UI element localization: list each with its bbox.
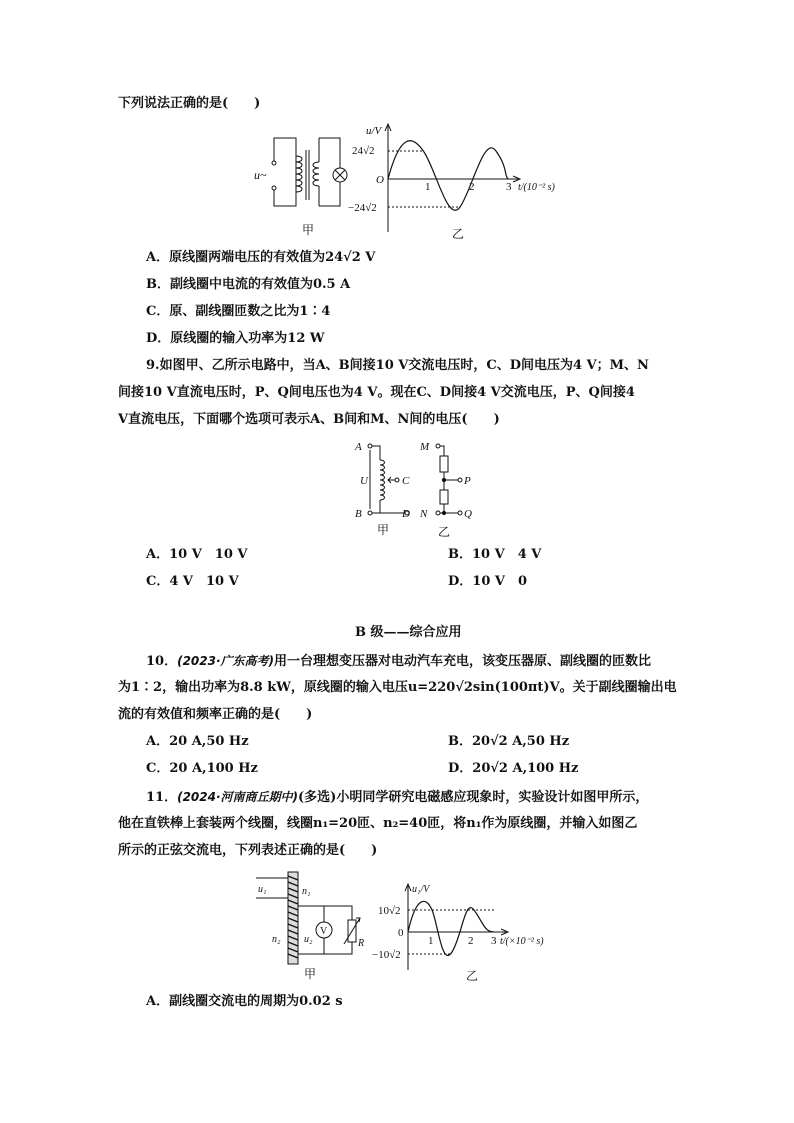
q8-tick-3: 3 xyxy=(506,181,512,193)
q9-option-a: A．10 V 10 V xyxy=(146,547,248,562)
q8-u-label: u~ xyxy=(254,168,267,182)
q9-label-m: M xyxy=(420,441,430,453)
q11-yi-caption: 乙 xyxy=(466,969,479,983)
q11-line-2: 他在直铁棒上套装两个线圈，线圈n₁=20匝、n₂=40匝，将n₁作为原线圈，并输入如图乙 xyxy=(118,816,638,831)
q11-option-a: A．副线圈交流电的周期为0.02 s xyxy=(146,994,343,1009)
q10-option-d: D．20√2 A,100 Hz xyxy=(448,761,579,776)
q9-figure xyxy=(350,436,490,540)
q11-origin: 0 xyxy=(398,927,404,939)
q10-line-2: 为1∶2，输出功率为8.8 kW，原线圈的输入电压u=220√2sin(100πt)V。关于副线圈输出电 xyxy=(118,680,677,695)
q9-option-c: C．4 V 10 V xyxy=(146,574,239,589)
q11-label-n1: n₁ xyxy=(302,886,311,897)
q9-label-p: P xyxy=(464,475,471,487)
q8-jia-caption: 甲 xyxy=(302,223,315,237)
q11-label-u1: u₁ xyxy=(258,884,267,895)
q11-y-axis: u₁/V xyxy=(412,884,430,895)
q9-option-d: D．10 V 0 xyxy=(448,574,528,589)
q11-tick-3: 3 xyxy=(491,935,497,947)
q10-line-1 xyxy=(146,652,651,671)
q9-option-b: B．10 V 4 V xyxy=(448,547,542,562)
q9-line-1: 9.如图甲、乙所示电路中，当A、B间接10 V交流电压时，C、D间电压为4 V；M、N xyxy=(146,358,649,373)
q11-voltmeter-label: V xyxy=(320,926,328,937)
q11-label-u2: u₂ xyxy=(304,934,313,945)
q11-source: (2024·河南商丘期中) xyxy=(177,790,299,804)
q11-label-r: R xyxy=(358,938,365,949)
q11-number: 11． xyxy=(146,790,178,805)
q9-line-2: 间接10 V直流电压时，P、Q间电压也为4 V。现在C、D间接4 V交流电压，P、Q间接4 xyxy=(118,385,635,400)
q8-tick-1: 1 xyxy=(425,181,431,193)
q11-y-min: −10√2 xyxy=(372,949,401,961)
q11-figure-jia xyxy=(252,868,372,986)
q11-tick-1: 1 xyxy=(428,935,434,947)
q11-text-1: (多选)小明同学研究电磁感应现象时，实验设计如图甲所示， xyxy=(298,790,649,805)
q8-tick-2: 2 xyxy=(469,181,475,193)
q9-label-d: D xyxy=(402,508,410,520)
q10-option-b: B．20√2 A,50 Hz xyxy=(448,734,570,749)
q8-option-b: B．副线圈中电流的有效值为0.5 A xyxy=(146,277,351,292)
q11-label-n2: n₂ xyxy=(272,934,281,945)
q9-line-3: V直流电压，下面哪个选项可表示A、B间和M、N间的电压( ) xyxy=(118,412,500,427)
q8-figure-yi xyxy=(338,120,578,242)
q9-yi-caption: 乙 xyxy=(438,525,451,539)
q9-label-n: N xyxy=(420,508,428,520)
q8-y-max: 24√2 xyxy=(352,145,375,157)
q10-number: 10． xyxy=(146,654,178,669)
q9-jia-caption: 甲 xyxy=(377,523,390,537)
q8-option-d: D．原线圈的输入功率为12 W xyxy=(146,331,325,346)
q9-label-q: Q xyxy=(464,508,472,520)
q10-text-1: 用一台理想变压器对电动汽车充电，该变压器原、副线圈的匝数比 xyxy=(274,654,652,669)
q8-option-a: A．原线圈两端电压的有效值为24√2 V xyxy=(146,250,376,265)
q11-line-3: 所示的正弦交流电，下列表述正确的是( ) xyxy=(118,843,378,858)
q9-label-a: A xyxy=(355,441,362,453)
q9-label-c: C xyxy=(402,475,410,487)
q8-origin: O xyxy=(376,174,384,186)
q10-source: (2023·广东高考) xyxy=(177,654,275,668)
q11-line-1 xyxy=(146,788,648,807)
q8-yi-caption: 乙 xyxy=(452,227,465,241)
q9-label-b: B xyxy=(355,508,362,520)
q8-y-axis: u/V xyxy=(366,125,382,137)
q10-line-3: 流的有效值和频率正确的是( ) xyxy=(118,707,313,722)
q9-label-u: U xyxy=(360,475,368,487)
q11-jia-caption: 甲 xyxy=(304,967,317,981)
q11-x-axis: t/(×10⁻² s) xyxy=(500,936,544,947)
q8-y-min: −24√2 xyxy=(348,202,377,214)
q11-tick-2: 2 xyxy=(468,935,474,947)
q8-option-c: C．原、副线圈匝数之比为1∶4 xyxy=(146,304,331,319)
q10-option-c: C．20 A,100 Hz xyxy=(146,761,258,776)
q11-figure-yi xyxy=(370,880,570,984)
q8-x-axis: t/(10⁻² s) xyxy=(518,182,555,193)
q8-stem: 下列说法正确的是( ) xyxy=(118,96,261,111)
q10-option-a: A．20 A,50 Hz xyxy=(146,734,249,749)
section-title: B 级——综合应用 xyxy=(355,625,462,640)
q11-y-max: 10√2 xyxy=(378,905,401,917)
